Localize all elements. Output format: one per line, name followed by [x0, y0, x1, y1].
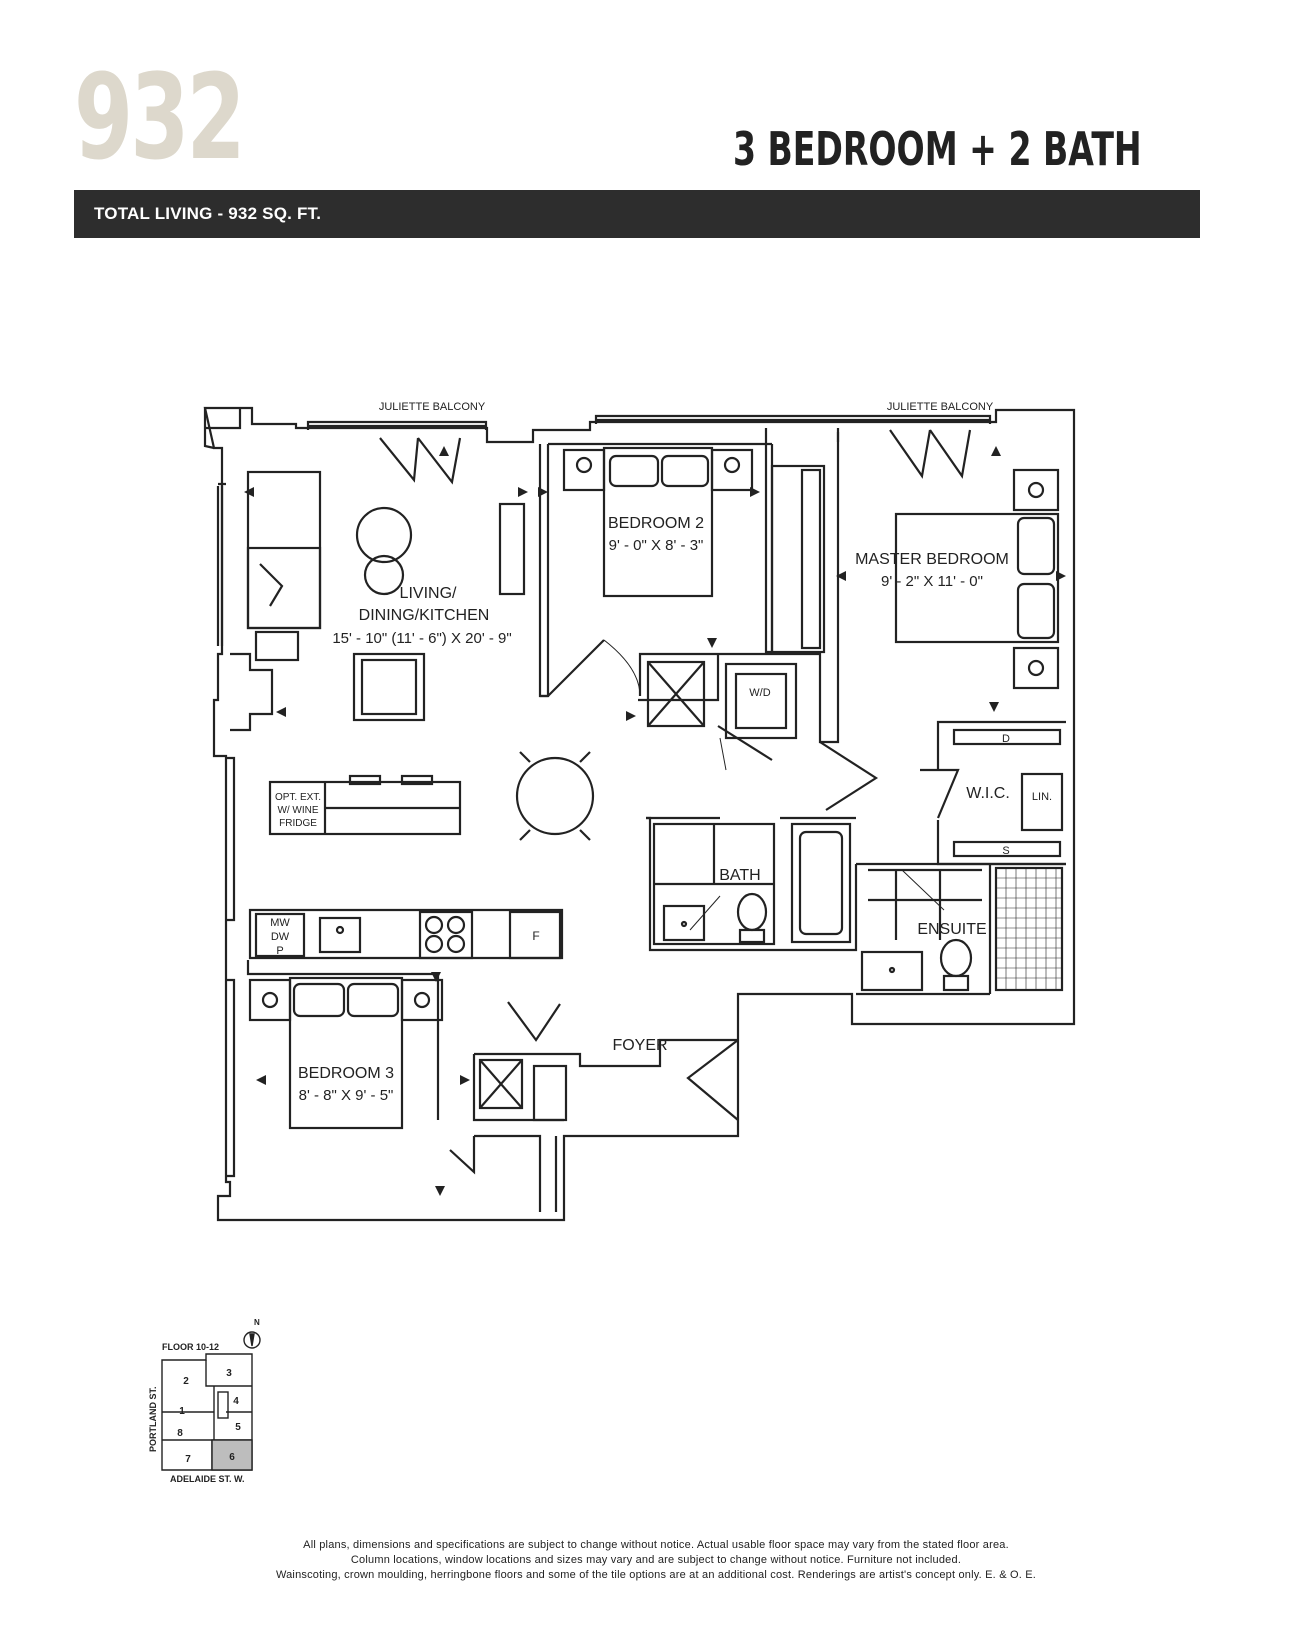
bath-label: BATH — [719, 867, 761, 884]
bedroom3-dims: 8' - 8" X 9' - 5" — [298, 1087, 394, 1104]
appliance-mw: MW — [270, 917, 290, 929]
bedroom2-dims: 9' - 0" X 8' - 3" — [608, 537, 704, 554]
ensuite-label: ENSUITE — [917, 921, 987, 938]
master-dims: 9' - 2" X 11' - 0" — [881, 573, 983, 590]
appliance-dw: DW — [270, 931, 290, 943]
wic-s-label: S — [1002, 845, 1010, 857]
unit-number: 932 — [74, 48, 243, 186]
balcony-right-label: JULIETTE BALCONY — [886, 401, 994, 413]
disclaimer-line-2: Column locations, window locations and sizes may vary and are subject to change without notice. Furniture not included. — [350, 1554, 962, 1566]
unit-type: 3 BEDROOM + 2 BATH — [733, 122, 1142, 176]
island-note-1: OPT. EXT. — [274, 792, 322, 803]
keyplan-unit-3: 3 — [226, 1368, 232, 1379]
keyplan-unit-6: 6 — [229, 1452, 235, 1463]
wic-label: W.I.C. — [966, 785, 1010, 802]
keyplan-unit-4: 4 — [233, 1396, 239, 1407]
fridge-label: F — [532, 929, 540, 943]
keyplan-unit-1: 1 — [179, 1406, 185, 1417]
keyplan-unit-8: 8 — [177, 1428, 183, 1439]
foyer-label: FOYER — [612, 1037, 668, 1054]
disclaimer-line-1: All plans, dimensions and specifications are subject to change without notice. Actual usable floor space may vary from the stated floor area. — [303, 1539, 1009, 1551]
keyplan-unit-2: 2 — [183, 1376, 189, 1387]
keyplan-street-bottom: ADELAIDE ST. W. — [170, 1474, 245, 1484]
appliance-p: P — [276, 945, 284, 957]
master-label: MASTER BEDROOM — [855, 551, 1009, 568]
total-living-label: TOTAL LIVING - 932 SQ. FT. — [94, 204, 322, 223]
north-label: N — [254, 1318, 260, 1327]
bedroom2-label: BEDROOM 2 — [607, 515, 705, 532]
living-label-2: DINING/KITCHEN — [358, 607, 490, 624]
keyplan-floor-label: FLOOR 10-12 — [162, 1342, 220, 1352]
linen-label: LIN. — [1031, 791, 1053, 803]
washer-dryer-label: W/D — [749, 687, 771, 699]
island-note-2: W/ WINE — [277, 805, 319, 816]
keyplan-unit-7: 7 — [185, 1454, 191, 1465]
island-note-3: FRIDGE — [279, 818, 317, 829]
keyplan-unit-5: 5 — [235, 1422, 241, 1433]
disclaimer — [0, 1538, 1312, 1583]
wic-d-label: D — [1002, 733, 1010, 745]
living-dims: 15' - 10" (11' - 6") X 20' - 9" — [332, 630, 512, 647]
disclaimer-line-3: Wainscoting, crown moulding, herringbone floors and some of the tile options are at an additional cost. Renderings are artist's concept only. E. & O. E. — [275, 1569, 1037, 1581]
keyplan-street-left: PORTLAND ST. — [148, 1386, 158, 1452]
bedroom3-label: BEDROOM 3 — [297, 1065, 395, 1082]
living-label-1: LIVING/ — [399, 585, 457, 602]
balcony-left-label: JULIETTE BALCONY — [378, 401, 486, 413]
